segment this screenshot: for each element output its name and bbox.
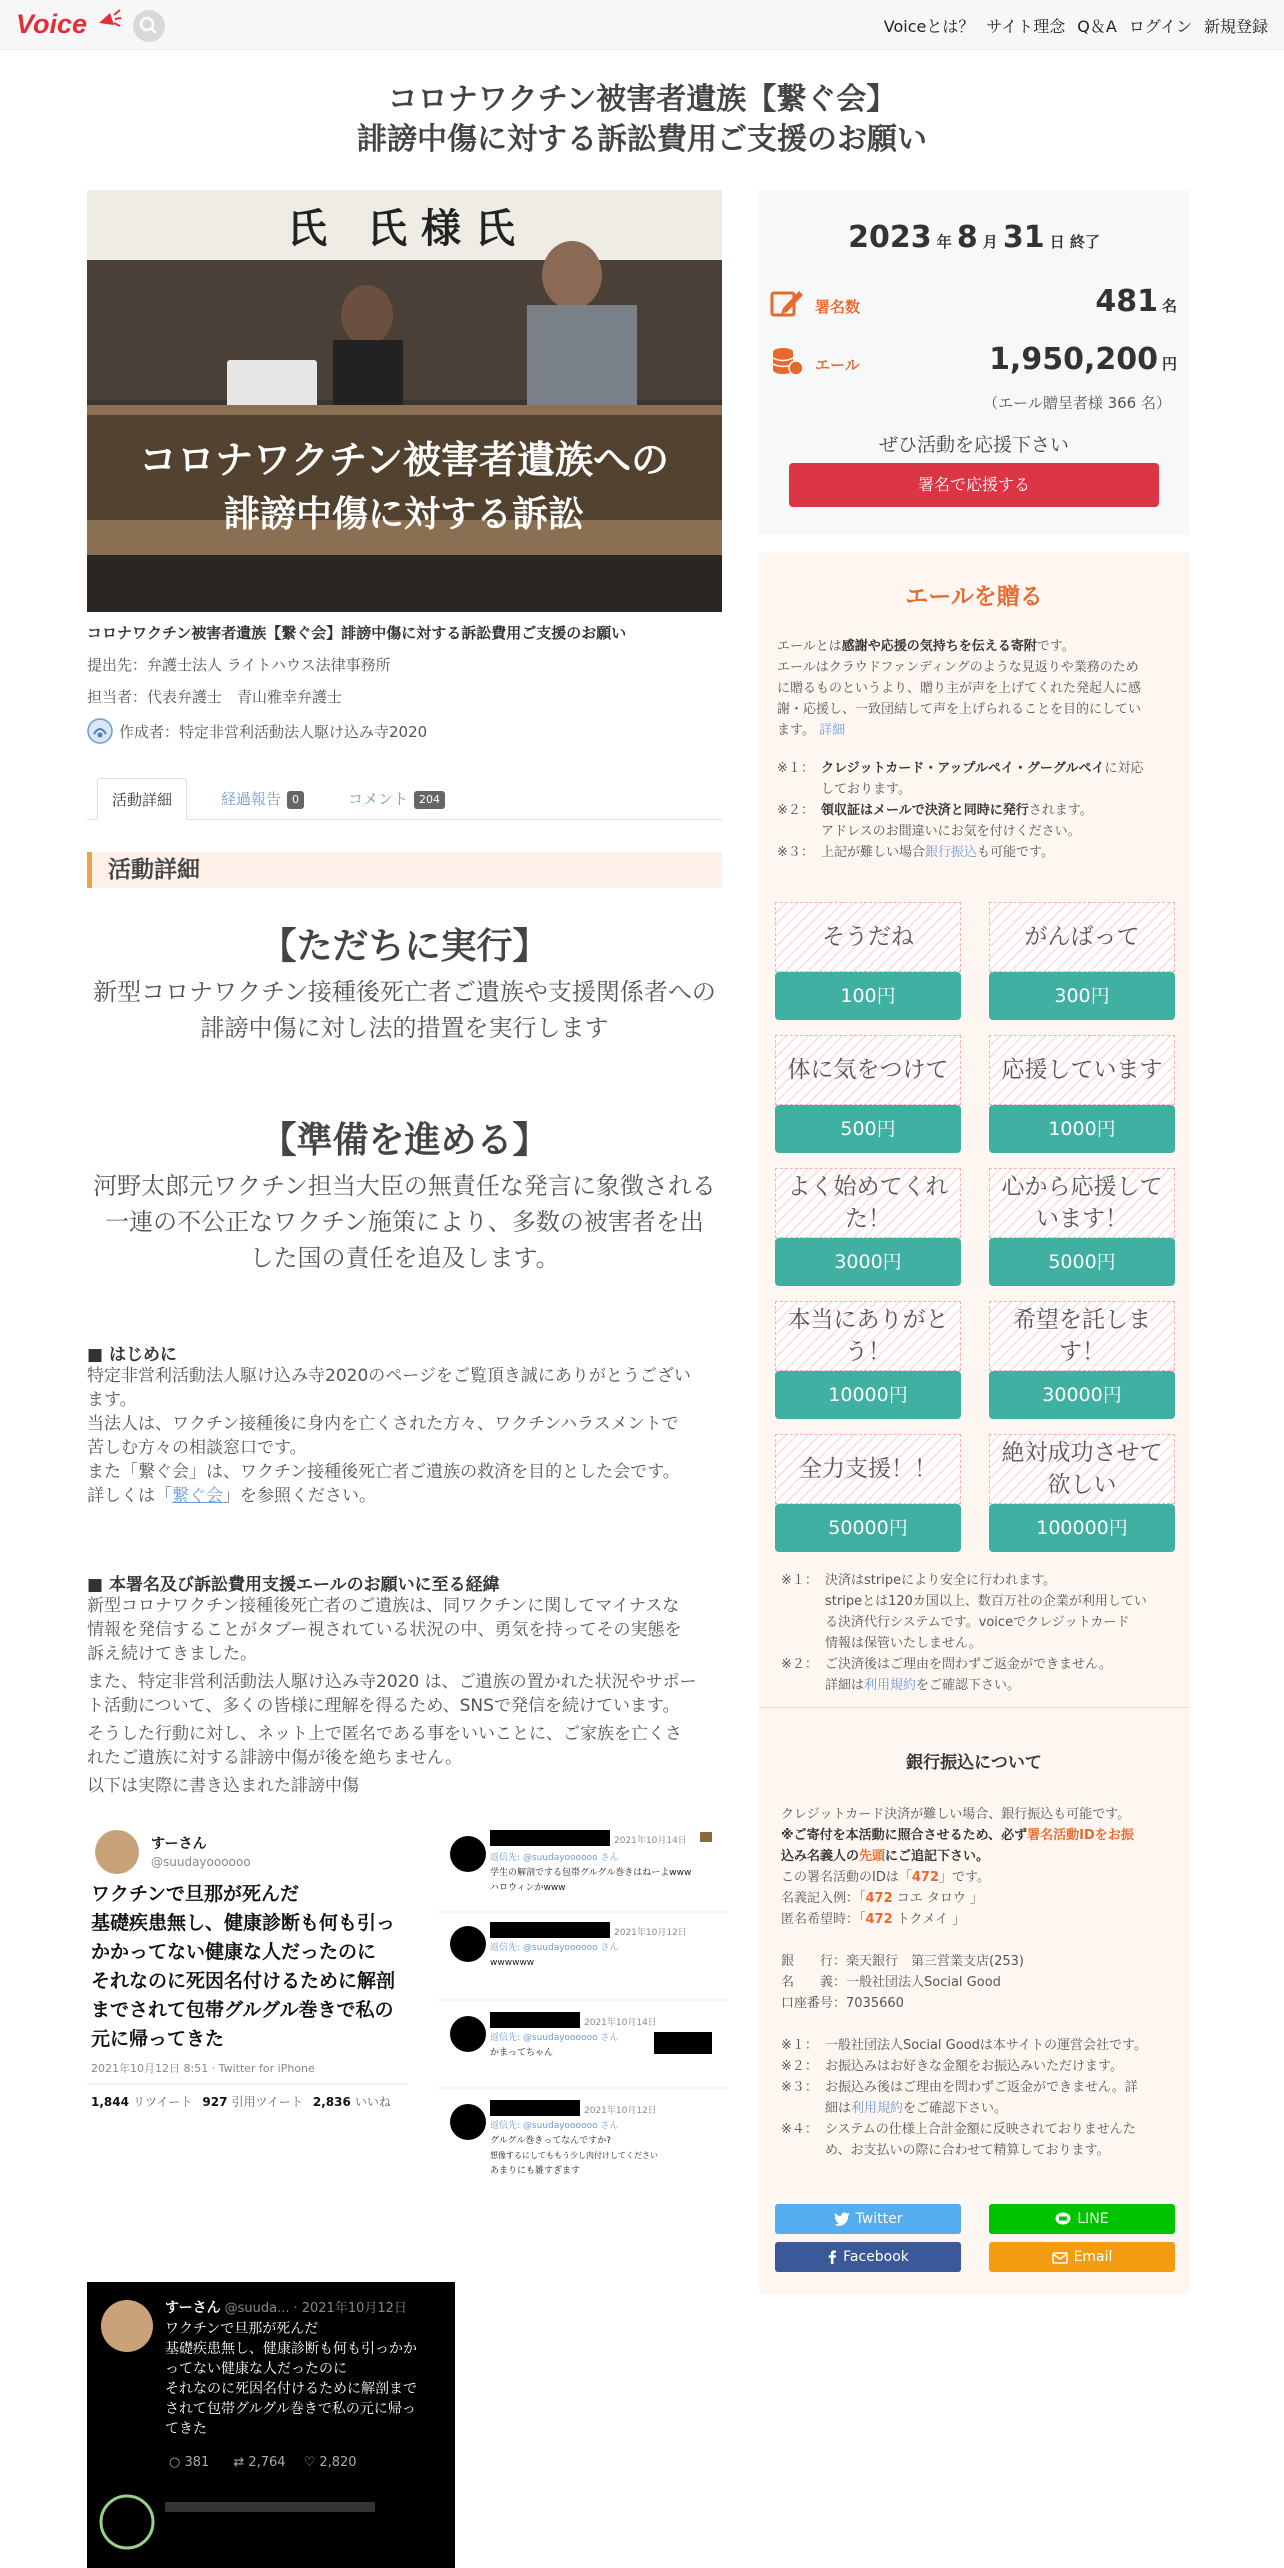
ale-option-message: よく始めてくれた！ <box>775 1168 961 1238</box>
ale-option-card <box>989 1168 1175 1296</box>
submitter: 提出先：弁護士法人 ライトハウス法律事務所 <box>87 656 391 674</box>
search-icon <box>133 10 165 42</box>
ale-option-card <box>775 902 961 1030</box>
section-heading-detail: 活動詳細 <box>87 852 722 888</box>
svg-text:想像するにしてももう少し肉付けしてください: 想像するにしてももう少し肉付けしてください <box>490 2151 658 2160</box>
svg-text:返信先: @suudayoooooo さん: 返信先: @suudayoooooo さん <box>490 1853 619 1863</box>
search-button[interactable] <box>133 10 165 42</box>
site-logo[interactable]: Voice <box>16 9 88 39</box>
ale-option-message: 応援しています <box>989 1035 1175 1105</box>
nav-qa[interactable]: Q＆A <box>1077 17 1117 36</box>
bank-terms-link[interactable]: 利用規約 <box>851 2101 904 2116</box>
svg-text:かまってちゃん: かまってちゃん <box>490 2048 554 2058</box>
hero-photo <box>87 190 722 612</box>
tab-comments[interactable]: コメント 204 <box>334 778 459 820</box>
svg-text:基礎疾患無し、健康診断も何も引っ: 基礎疾患無し、健康診断も何も引っ <box>91 1912 396 1934</box>
envelope-icon <box>1052 2252 1068 2264</box>
ale-option-message: 本当にありがとう！ <box>775 1301 961 1371</box>
ale-option-amount-button[interactable]: 30000円 <box>989 1371 1175 1419</box>
ale-total-label: エール <box>815 356 860 374</box>
svg-text:1,844リツイート927引用ツイート2,836いいね: 1,844 リツイート 927 引用ツイート 2,836 いいね <box>91 2095 391 2109</box>
page-title-line-1: コロナワクチン被害者遺族【繋ぐ会】 <box>387 82 897 117</box>
account-number: 口座番号：7035660 <box>781 1996 904 2011</box>
nav-login[interactable]: ログイン <box>1128 17 1192 36</box>
ale-total-amount: 1,950,200 円 <box>989 342 1177 377</box>
divider <box>759 1707 1189 1708</box>
backdrop-text: 氏 氏 様 氏 <box>287 205 515 252</box>
hero-photo-scene <box>87 190 722 612</box>
svg-text:@suudayoooooo: @suudayoooooo <box>151 1855 251 1869</box>
svg-text:それなのに死因名付けるために解剖まで: それなのに死因名付けるために解剖まで <box>165 2381 417 2397</box>
svg-text:までされて包帯グルグル巻きで私の: までされて包帯グルグル巻きで私の <box>91 1999 394 2021</box>
ale-detail-link[interactable]: 詳細 <box>819 723 846 738</box>
page-title <box>0 80 1284 160</box>
banner-line-2: 誹謗中傷に対する訴訟 <box>223 494 585 535</box>
ale-option-message: がんばって <box>989 902 1175 972</box>
svg-text:ってない健康な人だったのに: ってない健康な人だったのに <box>165 2361 347 2377</box>
svg-text:2021年10月14日: 2021年10月14日 <box>614 1836 687 1846</box>
bank-name: 銀 行：楽天銀行 第三営業支店(253) <box>781 1954 1024 1969</box>
hero-caption: コロナワクチン被害者遺族【繋ぐ会】誹謗中傷に対する訴訟費用ご支援のお願い <box>87 624 627 642</box>
subheading-reason: ■ 本署名及び訴訟費用支援エールのお願いに至る経緯 <box>87 1575 500 1595</box>
terms-link[interactable]: 利用規約 <box>864 1678 917 1693</box>
megaphone-logo-icon <box>96 7 122 33</box>
tweet-replies-image <box>438 1822 728 2217</box>
ale-option-amount-button[interactable]: 500円 <box>775 1105 961 1153</box>
intro-text: 特定非営利活動法人駆け込み寺2020のページをご覧頂き誠にありがとうござい ます。 当法人は、ワクチン接種後に身内を亡くされた方々、ワクチンハラスメントで 苦しむ方々の相談窓口です。 また「繋ぐ会」は、ワクチン接種後死亡者ご遺族の救済を目的とした会です。 詳しくは「繋ぐ会」を参照ください。 <box>87 1366 691 1506</box>
ale-option-card <box>989 1301 1175 1429</box>
nav-philosophy[interactable]: サイト理念 <box>986 17 1066 36</box>
ale-option-amount-button[interactable]: 1000円 <box>989 1105 1175 1153</box>
signature-pen-icon <box>769 286 805 320</box>
svg-text:ハロウィンかwww: ハロウィンかwww <box>490 1883 566 1893</box>
ale-option-message: 体に気をつけて <box>775 1035 961 1105</box>
tweet-original-image <box>87 1822 407 2122</box>
lawyer: 担当者：代表弁護士 青山雅幸弁護士 <box>87 688 343 706</box>
ale-description: エールとは感謝や応援の気持ちを伝える寄附です。 エールはクラウドファンディングのような見返りや業務のため に贈るものというより、贈り主が声を上げてくれた発起人に感 謝・応援し、一致団結して声を上げられることを目的にしてい ます。 詳細 <box>777 639 1142 738</box>
tab-activity-detail[interactable]: 活動詳細 <box>97 778 187 820</box>
tweet-screenshot-original <box>87 1822 407 2122</box>
coins-icon <box>769 344 805 378</box>
account-holder: 名 義：一般社団法人Social Good <box>781 1975 1001 1990</box>
ale-title: エールを贈る <box>905 584 1043 610</box>
ale-option-card <box>775 1301 961 1429</box>
subheading-intro: ■ はじめに <box>87 1345 177 1365</box>
top-navigation-bar <box>0 0 1284 50</box>
svg-text:2021年10月12日: 2021年10月12日 <box>584 2106 657 2116</box>
svg-text:基礎疾患無し、健康診断も何も引っかか: 基礎疾患無し、健康診断も何も引っかか <box>165 2341 417 2357</box>
heading-preparing: 【準備を進める】 <box>260 1120 549 1161</box>
share-twitter-button[interactable]: Twitter <box>775 2204 961 2234</box>
svg-text:2021年10月12日: 2021年10月12日 <box>614 1928 687 1938</box>
tweet-replies-screenshot <box>438 1822 728 2217</box>
comment-count-badge: 204 <box>414 791 445 809</box>
ale-option-amount-button[interactable]: 3000円 <box>775 1238 961 1286</box>
tab-progress-report[interactable]: 経過報告 0 <box>207 778 318 820</box>
svg-text:ワクチンで旦那が死んだ: ワクチンで旦那が死んだ <box>165 2321 319 2337</box>
bank-transfer-title: 銀行振込について <box>906 1753 1042 1773</box>
ale-option-amount-button[interactable]: 10000円 <box>775 1371 961 1419</box>
supporter-count: （エール贈呈者様 366 名） <box>983 394 1171 412</box>
ale-option-message: 希望を託します！ <box>989 1301 1175 1371</box>
ale-option-card <box>989 1434 1175 1562</box>
reason-text: 新型コロナワクチン接種後死亡者のご遺族は、同ワクチンに関してマイナスな 情報を発信することがタブー視されている状況の中、勇気を持ってその実態を 訴え続けてきました。 また、特定非営利活動法人駆け込み寺2020 は、ご遺族の置かれた状況やサポー ト活動について、多くの皆様に理解を得るため、SNSで発信を続けています。 そうした行動に対し、ネット上で匿名である事をいいことに、ご家族を亡くさ れたご遺族に対する誹謗中傷が後を絶ちません。 以下は実際に書き込まれた誹謗中傷 <box>87 1596 697 1796</box>
send-ale-panel <box>759 552 1189 2294</box>
svg-text:それなのに死因名付けるために解剖: それなのに死因名付けるために解剖 <box>91 1970 396 1992</box>
support-prompt: ぜひ活動を応援下さい <box>878 434 1069 456</box>
sign-support-button[interactable]: 署名で応援する <box>789 463 1159 507</box>
ale-option-card <box>989 1035 1175 1163</box>
paragraph-preparing: 河野太郎元ワクチン担当大臣の無責任な発言に象徴される 一連の不公正なワクチン施策により、多数の被害者を出 した国の責任を追及します。 <box>93 1172 716 1272</box>
signature-count: 481 名 <box>1095 284 1177 319</box>
ale-option-card <box>775 1434 961 1562</box>
svg-text:wwwwww: wwwwww <box>490 1958 535 1968</box>
ale-option-message: 全力支援！！ <box>775 1434 961 1504</box>
detail-tabs <box>87 778 722 820</box>
share-line-button[interactable]: LINE <box>989 2204 1175 2234</box>
banner-line-1: コロナワクチン被害者遺族への <box>138 438 670 482</box>
facebook-icon <box>827 2250 837 2264</box>
svg-text:2021年10月12日 8:51 · Twitter for: 2021年10月12日 8:51 · Twitter for iPhone <box>91 2062 315 2075</box>
line-icon <box>1055 2212 1071 2226</box>
bank-transfer-info: クレジットカード決済が難しい場合、銀行振込も可能です。 ※ご寄付を本活動に照合させるため、必ず署名活動IDをお振 込み名義人の先頭にご追記下さい。 この署名活動のIDは「472」です。 名義記入例：「472 コエ タロウ 」 匿名希望時：「472 トクメイ 」 銀 行：楽天銀行 第三営業支店(253) 名 義：一般社団法人Social Good 口座番号：7035660 ※１： 一般社団法人Social Goodは本サイトの運営会社です。 ※２： お振込みはお好きな金額をお振込みいただけます。 ※３： お振込み後はご理由を問わずご返金ができません。詳 細は利用規約をご確認下さい。 ※４： システムの仕様上合計金額に反映されておりませんた め、お支払いの際に合わせて精算しております。 <box>781 1804 1181 2161</box>
ale-option-card <box>989 902 1175 1030</box>
ale-option-message: 絶対成功させて欲しい <box>989 1434 1175 1504</box>
tweet-screenshot-dark <box>87 2282 455 2568</box>
ale-notes: ※１： クレジットカード・アップルペイ・グーグルペイに対応 しております。 ※２： 領収証はメールで決済と同時に発行されます。 アドレスのお間違いにお気を付けください。 ※３： 上記が難しい場合銀行振込も可能です。 <box>777 761 1144 860</box>
page-title-line-2: 誹謗中傷に対する訴訟費用ご支援のお願い <box>357 122 927 157</box>
svg-text:すーさん@suuda...· 2021年10月12日: すーさん @suuda... · 2021年10月12日 <box>165 2300 407 2316</box>
deadline: 2023 年 8 月 31 日 終了 <box>848 220 1100 255</box>
progress-count-badge: 0 <box>287 791 304 809</box>
svg-text:されて包帯グルグル巻きで私の元に帰っ: されて包帯グルグル巻きで私の元に帰っ <box>165 2401 416 2417</box>
share-email-button[interactable]: Email <box>989 2242 1175 2272</box>
ale-option-card <box>775 1168 961 1296</box>
ale-option-amount-button[interactable]: 50000円 <box>775 1504 961 1552</box>
nav-about[interactable]: Voiceとは？ <box>883 17 975 36</box>
bank-transfer-link[interactable]: 銀行振込 <box>925 845 978 860</box>
heading-immediate: 【ただちに実行】 <box>260 926 549 967</box>
svg-text:返信先: @suudayoooooo さん: 返信先: @suudayoooooo さん <box>490 2121 619 2131</box>
campaign-stats <box>759 190 1189 535</box>
svg-text:学生の解剖でする包帯グルグル巻きはねーよwww: 学生の解剖でする包帯グルグル巻きはねーよwww <box>490 1868 692 1878</box>
tweet-dark-image <box>87 2282 455 2568</box>
svg-text:グルグル巻きってなんですか?: グルグル巻きってなんですか? <box>490 2136 612 2146</box>
ale-option-amount-button[interactable]: 100円 <box>775 972 961 1020</box>
svg-text:2021年10月14日: 2021年10月14日 <box>584 2018 657 2028</box>
ale-option-message: そうだね <box>775 902 961 972</box>
svg-text:返信先: @suudayoooooo さん: 返信先: @suudayoooooo さん <box>490 2033 619 2043</box>
ale-option-card <box>775 1035 961 1163</box>
share-facebook-button[interactable]: Facebook <box>775 2242 961 2272</box>
signature-count-label: 署名数 <box>815 298 861 316</box>
svg-text:あまりにも雑すぎます: あまりにも雑すぎます <box>490 2166 581 2176</box>
ale-option-message: 心から応援しています！ <box>989 1168 1175 1238</box>
svg-text:すーさん: すーさん <box>151 1836 207 1852</box>
ale-option-amount-button[interactable]: 300円 <box>989 972 1175 1020</box>
svg-text:元に帰ってきた: 元に帰ってきた <box>91 2028 225 2050</box>
svg-text:ワクチンで旦那が死んだ: ワクチンで旦那が死んだ <box>91 1883 300 1905</box>
author-name[interactable]: 作成者：特定非営利活動法人駆け込み寺2020 <box>119 722 428 741</box>
paragraph-immediate: 新型コロナワクチン接種後死亡者ご遺族や支援関係者への 誹謗中傷に対し法的措置を実行します <box>93 978 716 1042</box>
ale-option-amount-button[interactable]: 100000円 <box>989 1504 1175 1552</box>
main-nav <box>884 14 1268 37</box>
author-row <box>87 718 427 744</box>
svg-text:かかってない健康な人だったのに: かかってない健康な人だったのに <box>91 1941 377 1963</box>
svg-text:てきた: てきた <box>165 2421 207 2437</box>
twitter-icon <box>834 2212 850 2226</box>
ale-option-amount-button[interactable]: 5000円 <box>989 1238 1175 1286</box>
tsunagukai-link[interactable]: 繋ぐ会 <box>172 1486 223 1506</box>
nav-signup[interactable]: 新規登録 <box>1203 17 1268 36</box>
payment-notes: ※１： 決済はstripeにより安全に行われます。 stripeとは120カ国以上、数百万社の企業が利用してい る決済代行システムです。voiceでクレジットカード 情報は保管いたしません。 ※２： ご決済後はご理由を問わずご返金ができません。 詳細は利用規約をご確認下さい。 <box>781 1573 1147 1693</box>
svg-text:返信先: @suudayoooooo さん: 返信先: @suudayoooooo さん <box>490 1943 619 1953</box>
author-avatar-icon <box>87 718 113 744</box>
svg-text:○ 381⇄ 2,764♡ 2,820: ○ 381 ⇄ 2,764 ♡ 2,820 <box>169 2455 357 2470</box>
